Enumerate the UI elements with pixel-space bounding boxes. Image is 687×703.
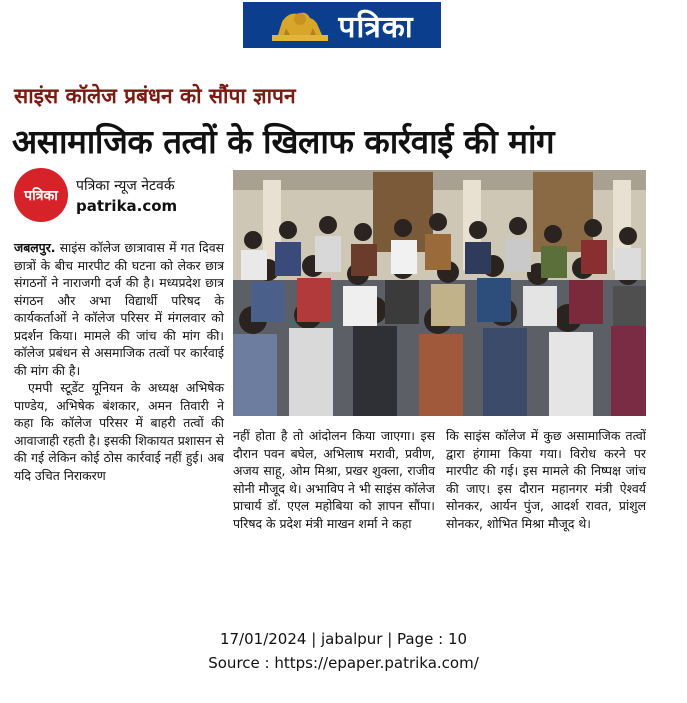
byline: [14, 168, 177, 222]
article-photo: [233, 170, 646, 416]
masthead-brand-name: पत्रिका: [338, 9, 414, 45]
paragraph-1-text: साइंस कॉलेज छात्रावास में गत दिवस छात्रों के बीच मारपीट की घटना को लेकर छात्र संगठनों ने नाराजगी दर्ज की है। मध्यप्रदेश छात्र संगठन और अभा विद्यार्थी परिषद के कार्यकर्ताओं ने कॉलेज परिसर में मंगलवार को प्रदर्शन किया। मामले की जांच की मांग की। कॉलेज प्रबंधन से असमाजिक तत्वों पर कार्रवाई की मांग की है।: [14, 240, 224, 378]
article-subheadline: साइंस कॉलेज प्रबंधन को सौंपा ज्ञापन: [14, 84, 296, 108]
news-network-label: पत्रिका न्यूज नेटवर्क: [76, 177, 175, 194]
crowd-photo-illustration: [233, 170, 646, 416]
article-headline: असामाजिक तत्वों के खिलाफ कार्रवाई की मांग: [12, 122, 555, 161]
article-paragraph-2: एमपी स्टूडेंट यूनियन के अध्यक्ष अभिषेक पाण्डेय, अभिषेक बंशकार, अमन तिवारी ने कहा कि कॉलेज परिसर में बाहरी तत्वों की आवाजाही रहती है। इसकी शिकायत प्रशासन से की गई लेकिन कोई ठोस कार्रवाई नहीं हुई। अब यदि उचित निराकरण: [14, 380, 224, 483]
masthead-logo: [243, 2, 441, 48]
publication-info: 17/01/2024 | jabalpur | Page : 10: [219, 630, 468, 648]
article-paragraph-4: कि साइंस कॉलेज में कुछ असामाजिक तत्वों द्वारा हंगामा किया गया। विरोध करने पर मारपीट की गई। इस मामले की निष्पक्ष जांच की जाए। इस दौरान महानगर मंत्री ऐश्वर्य सोनकर, आर्यन पुंज, आदर्श रावत, प्रांशुल सोनकर, शोभित मिश्रा मौजूद थे।: [446, 428, 646, 531]
lion-emblem-icon: [270, 8, 330, 42]
article-column-2: [233, 427, 435, 532]
article-column-1: [14, 239, 224, 484]
article-paragraph-1: [14, 239, 224, 379]
article-column-3: [446, 427, 646, 532]
patrika-logo-badge: पत्रिका: [14, 168, 68, 222]
source-link[interactable]: Source : https://epaper.patrika.com/: [208, 654, 479, 672]
website-label: patrika.com: [76, 196, 178, 215]
dateline: जबलपुर.: [14, 240, 56, 255]
article-paragraph-3: नहीं होता है तो आंदोलन किया जाएगा। इस दौरान पवन बघेल, अभिलाष मरावी, प्रवीण, अजय साहू, ओम मिश्रा, प्रखर शुक्ला, राजीव सोनी मौजूद थे। अभाविप ने भी साइंस कॉलेज प्राचार्य डॉ. एएल महोबिया को ज्ञापन सौंपा। परिषद के प्रदेश मंत्री माखन शर्मा ने कहा: [233, 428, 435, 531]
